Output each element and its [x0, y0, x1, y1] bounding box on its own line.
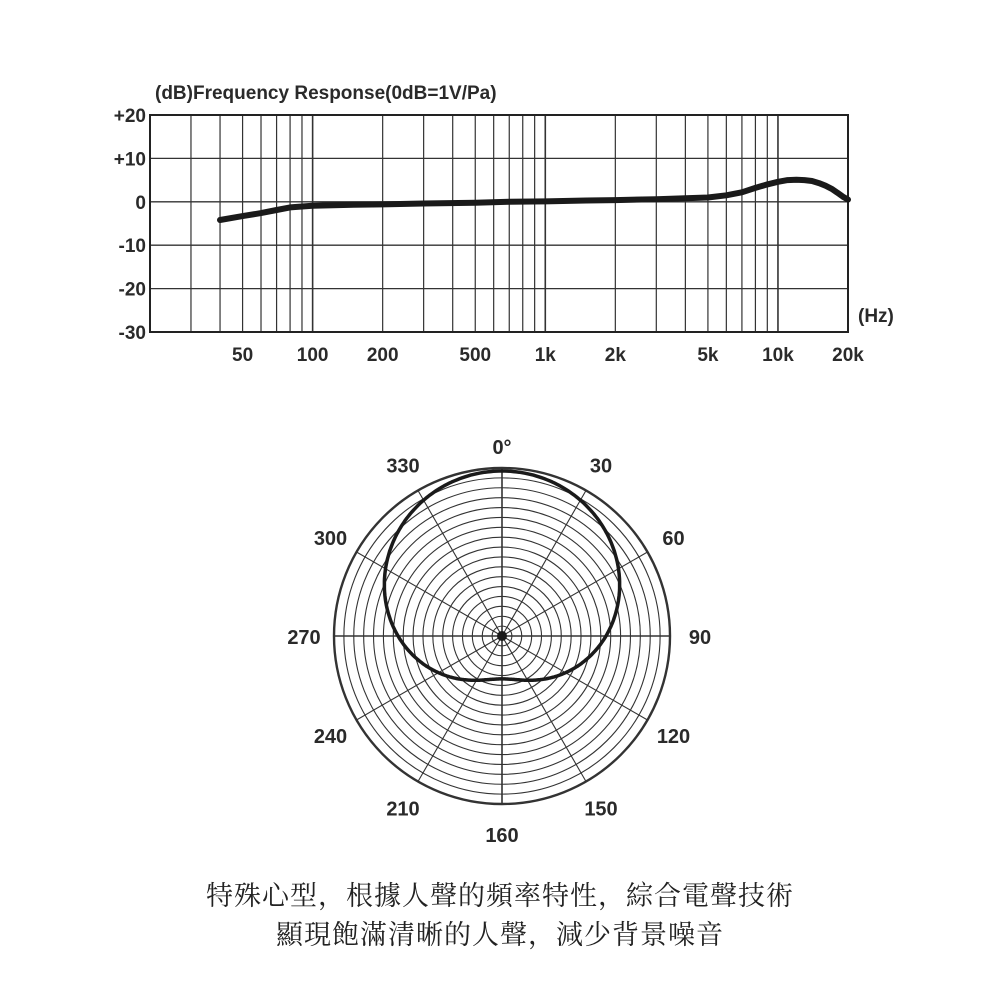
- y-tick-label: -20: [118, 279, 146, 301]
- y-tick-label: -30: [118, 323, 146, 344]
- polar-spoke: [418, 491, 502, 637]
- polar-angle-label: 210: [386, 798, 420, 821]
- frequency-response-curve: [220, 180, 848, 220]
- x-tick-label: 100: [296, 345, 329, 366]
- polar-spoke: [357, 636, 503, 720]
- polar-angle-label: 300: [313, 528, 348, 550]
- polar-pattern-chart: [287, 437, 711, 847]
- y-tick-labels: [114, 106, 146, 344]
- polar-spoke: [502, 491, 586, 637]
- y-tick-label: -10: [118, 236, 146, 258]
- x-tick-labels: [232, 345, 864, 366]
- polar-angle-label: 30: [589, 455, 613, 478]
- caption-line-1: 特殊心型，根據人聲的頻率特性，綜合電聲技術: [206, 881, 794, 912]
- x-axis-label: (Hz): [858, 306, 894, 327]
- polar-angle-labels: [287, 437, 711, 847]
- x-tick-label: 10k: [762, 345, 794, 366]
- polar-spoke: [357, 552, 503, 636]
- x-tick-label: 2k: [604, 345, 626, 366]
- polar-angle-label: 120: [656, 726, 691, 748]
- frequency-response-chart: [114, 83, 894, 366]
- x-tick-label: 200: [366, 345, 399, 366]
- x-tick-label: 50: [232, 345, 254, 366]
- plot-frame: [150, 115, 848, 332]
- x-tick-label: 1k: [534, 345, 556, 366]
- polar-spoke: [502, 552, 648, 636]
- polar-angle-label: 0°: [492, 437, 512, 459]
- y-tick-label: +10: [113, 149, 146, 171]
- polar-angle-label: 160: [485, 825, 519, 847]
- x-tick-label: 500: [459, 345, 492, 366]
- x-tick-label: 5k: [697, 345, 719, 366]
- polar-angle-label: 240: [313, 726, 348, 748]
- caption-line-2: 顯現飽滿清晰的人聲，減少背景噪音: [276, 920, 724, 951]
- chart-title: (dB)Frequency Response(0dB=1V/Pa): [155, 83, 497, 104]
- y-tick-label: 0: [135, 192, 146, 214]
- polar-angle-label: 270: [287, 627, 321, 649]
- polar-spoke: [502, 636, 586, 782]
- y-tick-label: +20: [113, 106, 146, 127]
- polar-angle-label: 60: [662, 528, 685, 550]
- x-tick-label: 20k: [832, 345, 864, 366]
- polar-angle-label: 330: [386, 455, 420, 478]
- polar-center-dot: [497, 631, 507, 641]
- polar-angle-label: 150: [584, 798, 618, 821]
- frequency-grid: [150, 115, 848, 332]
- polar-spoke: [418, 636, 502, 782]
- polar-spoke: [502, 636, 648, 720]
- polar-angle-label: 90: [688, 627, 712, 649]
